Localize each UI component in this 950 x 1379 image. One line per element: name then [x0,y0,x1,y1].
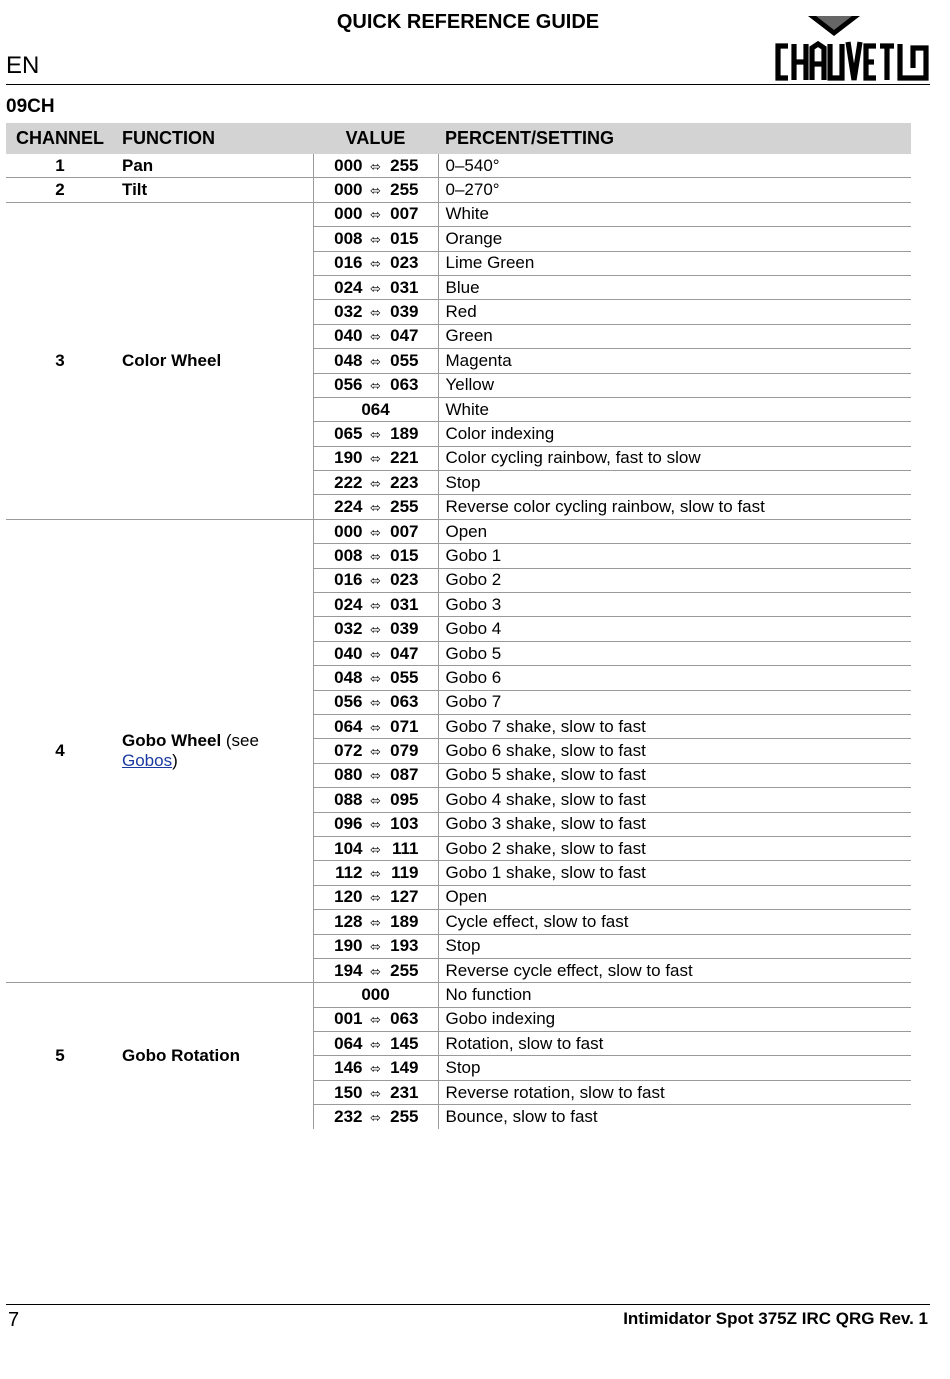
dmx-value [313,958,438,982]
setting-text: Gobo 6 [438,666,911,690]
dmx-value [313,861,438,885]
table-row [6,519,911,543]
range-arrow-icon: ⬄ [370,817,381,833]
range-arrow-icon: ⬄ [370,451,381,467]
dmx-value [313,251,438,275]
range-arrow-icon: ⬄ [370,841,381,857]
dmx-value [313,324,438,348]
channel-function [114,154,313,178]
range-arrow-icon: ⬄ [370,744,381,760]
setting-text: Gobo 6 shake, slow to fast [438,739,911,763]
function-name: Color Wheel [122,350,222,370]
channel-number [6,519,114,982]
range-arrow-icon: ⬄ [370,207,381,223]
value-high: 223 [390,472,419,492]
value-low: 056 [334,692,363,712]
value-low: 112 [335,863,363,883]
page-number: 7 [8,1309,20,1331]
value-high: 039 [390,619,419,639]
setting-text: Orange [438,227,911,251]
setting-text: Reverse rotation, slow to fast [438,1080,911,1104]
value-low: 072 [334,741,363,761]
setting-text: Color indexing [438,422,911,446]
function-note: (see [221,731,259,751]
value-high: 087 [390,765,419,785]
dmx-channel-table [6,123,911,1129]
range-arrow-icon: ⬄ [370,158,381,174]
setting-text: Gobo 1 shake, slow to fast [438,861,911,885]
value-low: 064 [334,716,363,736]
value-high: 145 [390,1033,419,1053]
dmx-value [313,544,438,568]
value-high: 119 [391,863,419,883]
setting-text: Gobo 4 [438,617,911,641]
setting-text: Cycle effect, slow to fast [438,910,911,934]
range-arrow-icon: ⬄ [370,890,381,906]
value-low: 008 [334,228,363,248]
value-high: 047 [390,326,419,346]
range-arrow-icon: ⬄ [370,1036,381,1052]
value-high: 055 [390,667,419,687]
range-arrow-icon: ⬄ [370,183,381,199]
range-arrow-icon: ⬄ [370,939,381,955]
value-high: 063 [390,692,419,712]
value-high: 015 [390,545,419,565]
dmx-value [313,1007,438,1031]
dmx-value [313,202,438,226]
setting-text: Red [438,300,911,324]
value-high: 255 [390,180,419,200]
range-arrow-icon: ⬄ [370,378,381,394]
value-high: 063 [390,1009,419,1029]
value-low: 040 [334,326,363,346]
function-name: Tilt [122,180,148,200]
setting-text: White [438,397,911,421]
setting-text: No function [438,983,911,1007]
value-low: 150 [334,1082,363,1102]
dmx-value [313,275,438,299]
channel-number [6,154,114,178]
dmx-value [313,788,438,812]
value-high: 015 [390,228,419,248]
value-high: 149 [390,1058,419,1078]
value-low: 190 [334,448,363,468]
value-high: 255 [390,497,419,517]
table-row [6,202,911,226]
range-arrow-icon: ⬄ [370,792,381,808]
value-low: 048 [334,350,363,370]
setting-text: Open [438,519,911,543]
value-high: 031 [390,594,419,614]
dmx-value [313,593,438,617]
setting-text: Reverse cycle effect, slow to fast [438,958,911,982]
value-low: 000 [334,521,363,541]
range-arrow-icon: ⬄ [370,670,381,686]
section-title: 09CH [6,96,55,117]
value-low: 222 [334,472,363,492]
range-arrow-icon: ⬄ [370,305,381,321]
value-low: 194 [334,960,363,980]
value-high: 193 [390,936,419,956]
value-low: 024 [334,594,363,614]
channel-number-text: 5 [55,1045,65,1065]
dmx-value [313,568,438,592]
value-low: 128 [334,911,363,931]
setting-text: Stop [438,1056,911,1080]
value-high: 007 [390,521,419,541]
setting-text: Gobo 3 [438,593,911,617]
range-arrow-icon: ⬄ [370,1109,381,1125]
header-setting: PERCENT/SETTING [438,123,911,154]
channel-number-text: 1 [55,155,65,175]
dmx-value [313,714,438,738]
dmx-value [313,934,438,958]
range-arrow-icon: ⬄ [370,646,381,662]
dmx-value [313,471,438,495]
setting-text: Gobo 5 [438,641,911,665]
value-low: 104 [334,838,363,858]
table-row [6,178,911,202]
range-arrow-icon: ⬄ [370,426,381,442]
setting-text: Magenta [438,349,911,373]
range-arrow-icon: ⬄ [370,695,381,711]
dmx-value [313,373,438,397]
header-rule [6,84,930,85]
range-arrow-icon: ⬄ [370,500,381,516]
channel-function [114,519,313,982]
table-row [6,983,911,1007]
range-arrow-icon: ⬄ [370,914,381,930]
setting-text: Open [438,885,911,909]
range-arrow-icon: ⬄ [370,475,381,491]
range-arrow-icon: ⬄ [370,768,381,784]
document-name: Intimidator Spot 375Z IRC QRG Rev. 1 [623,1309,928,1328]
channel-number [6,983,114,1129]
value-low: 000 [334,155,363,175]
dmx-value [313,1105,438,1129]
dmx-value [313,666,438,690]
channel-number-text: 2 [55,180,65,200]
setting-text: Gobo 2 [438,568,911,592]
value-high: 255 [390,155,419,175]
gobos-link[interactable]: Gobos [122,751,173,771]
channel-function [114,983,313,1129]
function-name: Pan [122,155,154,175]
dmx-value [313,446,438,470]
value-low: 080 [334,765,363,785]
dmx-value [313,422,438,446]
setting-text: Green [438,324,911,348]
dmx-value [313,739,438,763]
value-high: 007 [390,204,419,224]
range-arrow-icon: ⬄ [370,548,381,564]
setting-text: Gobo 5 shake, slow to fast [438,763,911,787]
channel-number [6,178,114,202]
range-arrow-icon: ⬄ [370,597,381,613]
range-arrow-icon: ⬄ [370,524,381,540]
header-function: FUNCTION [114,123,313,154]
setting-text: 0–540° [438,154,911,178]
channel-number-text: 3 [55,350,65,370]
channel-number [6,202,114,519]
table-header-row [6,123,911,154]
value-low: 016 [334,253,363,273]
range-arrow-icon: ⬄ [370,1012,381,1028]
range-arrow-icon: ⬄ [370,719,381,735]
setting-text: Lime Green [438,251,911,275]
setting-text: 0–270° [438,178,911,202]
dmx-value [313,1080,438,1104]
function-name: Gobo Rotation [122,1045,241,1065]
value-low: 064 [334,1033,363,1053]
value-low: 190 [334,936,363,956]
value-high: 103 [390,814,419,834]
value-low: 032 [334,619,363,639]
dmx-value [313,1032,438,1056]
value-low: 024 [334,277,363,297]
range-arrow-icon: ⬄ [370,622,381,638]
dmx-value [313,300,438,324]
value-low: 146 [334,1058,363,1078]
value-high: 039 [390,302,419,322]
dmx-value [313,495,438,519]
value-high: 047 [390,643,419,663]
value-low: 016 [334,570,363,590]
table-row [6,154,911,178]
dmx-value [313,836,438,860]
setting-text: Gobo indexing [438,1007,911,1031]
dmx-value [313,885,438,909]
value-low: 040 [334,643,363,663]
value-low: 032 [334,302,363,322]
dmx-value [313,397,438,421]
value-high: 063 [390,375,419,395]
setting-text: Gobo 7 [438,690,911,714]
setting-text: Gobo 4 shake, slow to fast [438,788,911,812]
value-single: 000 [361,984,390,1004]
setting-text: Reverse color cycling rainbow, slow to fast [438,495,911,519]
value-high: 031 [390,277,419,297]
value-high: 095 [390,789,419,809]
value-low: 001 [334,1009,363,1029]
value-high: 079 [390,741,419,761]
dmx-value [313,617,438,641]
setting-text: Gobo 7 shake, slow to fast [438,714,911,738]
dmx-value [313,983,438,1007]
value-low: 224 [334,497,363,517]
dmx-value [313,349,438,373]
function-note-end: ) [172,751,178,771]
value-low: 008 [334,545,363,565]
value-low: 120 [334,887,363,907]
range-arrow-icon: ⬄ [370,963,381,979]
setting-text: Stop [438,934,911,958]
header-value: VALUE [313,123,438,154]
value-high: 127 [390,887,419,907]
setting-text: Color cycling rainbow, fast to slow [438,446,911,470]
dmx-value [313,690,438,714]
value-high: 231 [390,1082,419,1102]
value-high: 255 [390,960,419,980]
value-low: 056 [334,375,363,395]
setting-text: Yellow [438,373,911,397]
range-arrow-icon: ⬄ [370,231,381,247]
value-low: 065 [334,423,363,443]
value-low: 048 [334,667,363,687]
dmx-value [313,519,438,543]
chauvet-dj-logo [772,14,932,84]
channel-function [114,202,313,519]
channel-number-text: 4 [55,741,65,761]
setting-text: White [438,202,911,226]
dmx-value [313,1056,438,1080]
range-arrow-icon: ⬄ [370,329,381,345]
language-code: EN [6,52,40,79]
document-title: QUICK REFERENCE GUIDE [336,11,600,33]
value-low: 096 [334,814,363,834]
range-arrow-icon: ⬄ [370,1085,381,1101]
dmx-value [313,812,438,836]
dmx-value [313,227,438,251]
range-arrow-icon: ⬄ [370,280,381,296]
value-low: 000 [334,204,363,224]
header-channel: CHANNEL [6,123,114,154]
value-high: 189 [390,423,419,443]
dmx-value [313,154,438,178]
value-low: 088 [334,789,363,809]
dmx-value [313,763,438,787]
value-high: 221 [390,448,419,468]
value-high: 255 [390,1106,419,1126]
function-name: Gobo Wheel [122,731,222,751]
dmx-value [313,178,438,202]
range-arrow-icon: ⬄ [370,573,381,589]
setting-text: Gobo 1 [438,544,911,568]
dmx-value [313,641,438,665]
channel-function [114,178,313,202]
range-arrow-icon: ⬄ [370,866,381,882]
footer-rule [6,1304,930,1305]
value-high: 111 [392,838,419,858]
setting-text: Blue [438,275,911,299]
value-high: 189 [390,911,419,931]
value-low: 000 [334,180,363,200]
setting-text: Stop [438,471,911,495]
value-single: 064 [361,399,390,419]
setting-text: Gobo 2 shake, slow to fast [438,836,911,860]
value-high: 023 [390,570,419,590]
value-high: 023 [390,253,419,273]
setting-text: Rotation, slow to fast [438,1032,911,1056]
range-arrow-icon: ⬄ [370,1061,381,1077]
value-high: 055 [390,350,419,370]
value-low: 232 [334,1106,363,1126]
range-arrow-icon: ⬄ [370,353,381,369]
setting-text: Bounce, slow to fast [445,1106,598,1126]
range-arrow-icon: ⬄ [370,256,381,272]
value-high: 071 [390,716,419,736]
dmx-value [313,910,438,934]
setting-text: Gobo 3 shake, slow to fast [438,812,911,836]
table-body [6,154,911,1129]
